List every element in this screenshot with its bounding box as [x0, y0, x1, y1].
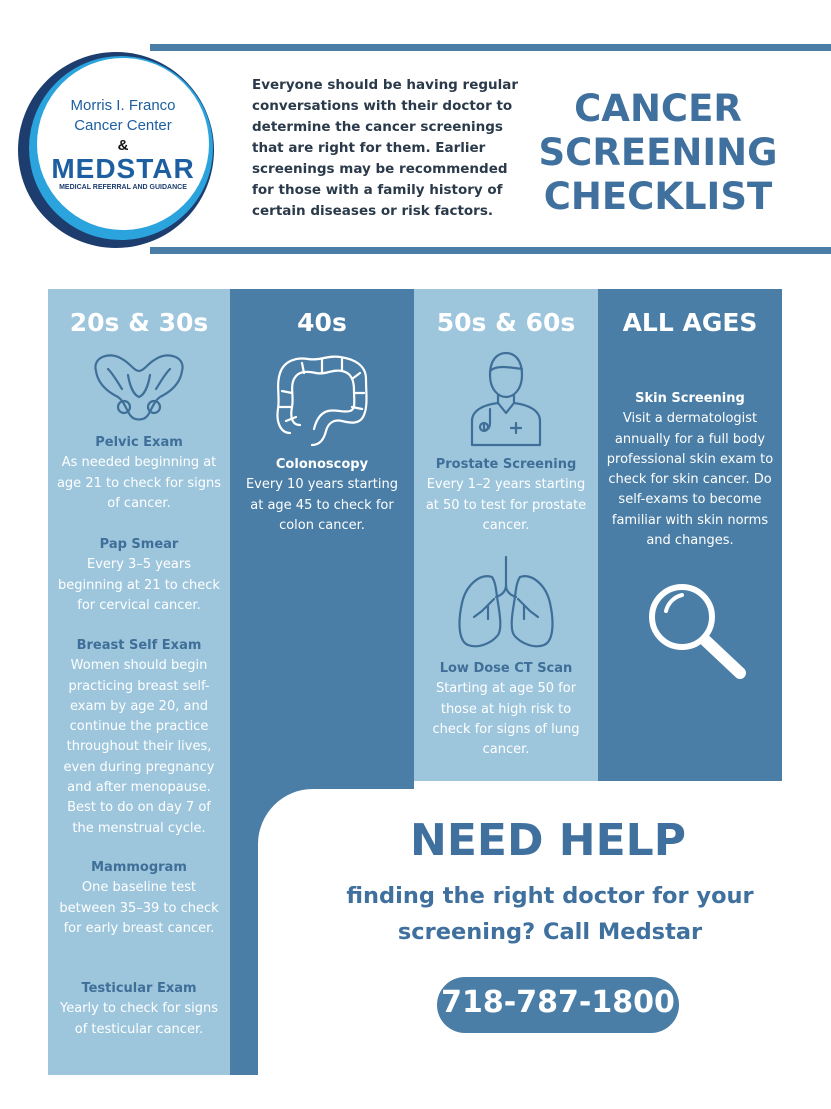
help-subheading: finding the right doctor for your screening? Call Medstar — [346, 883, 754, 945]
column-title: ALL AGES — [622, 308, 758, 337]
screening-item — [56, 433, 222, 514]
screening-item — [422, 659, 590, 760]
item-text: Women should begin practicing breast self-exam by age 20, and continue the practice throughout their lives, even during pregnancy and after menopause. Best to do on day 7 of the menstrual cycle. — [63, 658, 215, 836]
item-heading: Breast Self Exam — [76, 638, 202, 653]
column-50s-60s — [414, 289, 598, 781]
item-heading: Testicular Exam — [81, 981, 197, 996]
screening-item — [56, 858, 222, 939]
title-line-3: CHECKLIST — [543, 175, 773, 218]
item-text: Every 3–5 years beginning at 21 to check for cervical cancer. — [58, 557, 220, 613]
screening-item — [56, 979, 222, 1040]
item-text: Every 1–2 years starting at 50 to test for prostate cancer. — [425, 477, 587, 533]
item-heading: Prostate Screening — [435, 457, 577, 472]
item-text: One baseline test between 35–39 to check for early breast cancer. — [59, 880, 219, 936]
item-heading: Low Dose CT Scan — [439, 661, 573, 676]
screening-item — [56, 535, 222, 616]
column-title: 40s — [297, 308, 347, 337]
item-heading: Skin Screening — [635, 391, 745, 406]
intro-paragraph: Everyone should be having regular conversations with their doctor to determine the cancer screenings that are right for them. Earlier screenings may be recommended for those with a family history of certain diseases or risk factors. — [252, 77, 519, 219]
title-line-1: CANCER — [574, 87, 742, 130]
screening-item — [422, 455, 590, 536]
page-title — [528, 87, 788, 219]
lungs-icon — [454, 555, 558, 651]
screening-item — [238, 455, 406, 536]
help-heading: NEED HELP — [410, 815, 686, 866]
logo-tagline: MEDICAL REFERRAL AND GUIDANCE — [59, 184, 187, 191]
logo-wordmark: MEDSTAR — [51, 153, 195, 184]
item-heading: Pap Smear — [99, 537, 179, 552]
item-text: Every 10 years starting at age 45 to check for colon cancer. — [245, 477, 399, 533]
screening-item — [56, 636, 222, 839]
column-title: 20s & 30s — [69, 308, 209, 337]
screening-item — [606, 389, 774, 551]
logo-ampersand: & — [117, 137, 129, 154]
header-top-rule — [150, 44, 831, 51]
item-text: Yearly to check for signs of testicular cancer. — [60, 1001, 218, 1037]
title-line-2: SCREENING — [538, 131, 778, 174]
item-heading: Mammogram — [91, 860, 187, 875]
item-text: Visit a dermatologist annually for a full body professional skin exam to check for skin cancer. Do self-exams to become familiar with skin norms and changes. — [606, 411, 774, 549]
item-heading: Pelvic Exam — [95, 435, 183, 450]
phone-number[interactable]: 718-787-1800 — [441, 985, 675, 1020]
column-20s-30s — [48, 289, 230, 1075]
item-heading: Colonoscopy — [275, 457, 369, 472]
logo-line-2: Cancer Center — [74, 117, 172, 134]
column-title: 50s & 60s — [436, 308, 576, 337]
doctor-icon — [468, 349, 544, 447]
magnifier-icon — [646, 581, 750, 685]
column-all-ages — [598, 289, 782, 781]
colon-icon — [272, 351, 372, 451]
pelvis-icon — [88, 349, 190, 427]
item-text: Starting at age 50 for those at high risk to check for signs of lung cancer. — [432, 681, 580, 758]
header-bottom-rule — [150, 247, 831, 254]
logo-line-1: Morris I. Franco — [70, 97, 176, 114]
item-text: As needed beginning at age 21 to check for signs of cancer. — [56, 455, 222, 511]
